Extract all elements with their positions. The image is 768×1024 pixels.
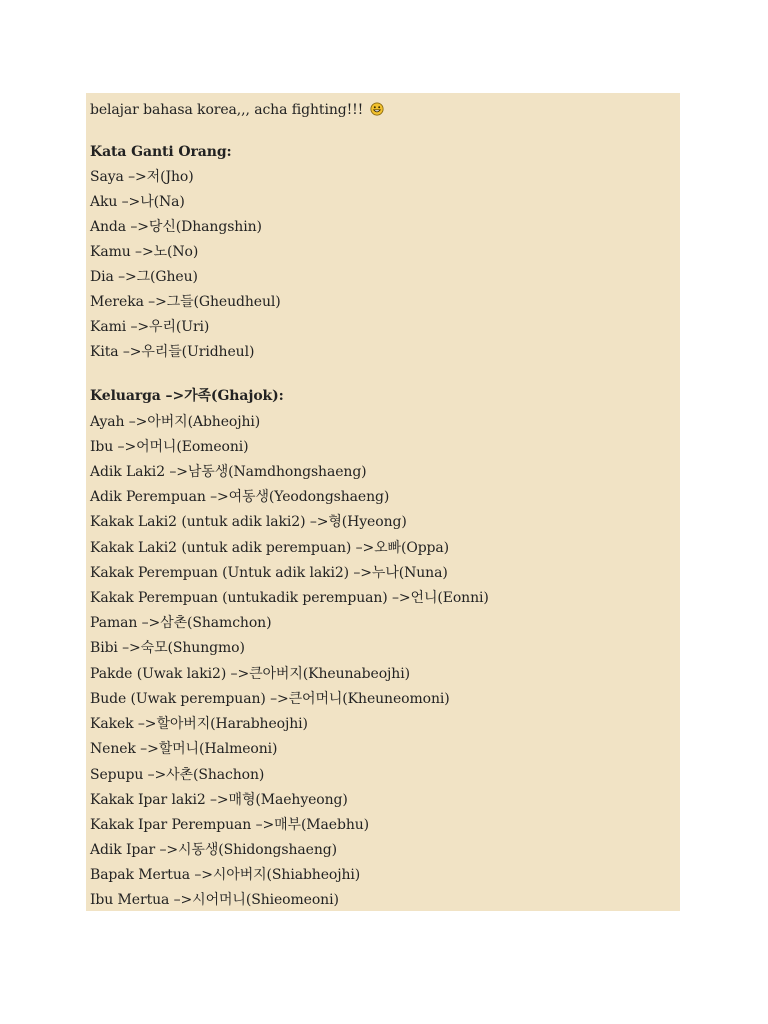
- family-item: Nenek –>할머니(Halmeoni): [90, 741, 278, 757]
- pronoun-item: Dia –>그(Gheu): [90, 269, 198, 285]
- family-item: Kakak Ipar laki2 –>매형(Maehyeong): [90, 792, 348, 808]
- intro-line: [90, 101, 384, 119]
- intro-text: belajar bahasa korea,,, acha fighting!!!: [90, 102, 364, 118]
- family-item: Ibu –>어머니(Eomeoni): [90, 439, 249, 455]
- pronoun-item: Kami –>우리(Uri): [90, 319, 210, 335]
- pronoun-item: Anda –>당신(Dhangshin): [90, 219, 262, 235]
- family-item: Kakak Laki2 (untuk adik laki2) –>형(Hyeong): [90, 514, 407, 530]
- family-item: Kakek –>할아버지(Harabheojhi): [90, 716, 308, 732]
- family-item: Bude (Uwak perempuan) –>큰어머니(Kheuneomoni): [90, 691, 450, 707]
- family-heading: Keluarga –>가족(Ghajok):: [90, 388, 284, 404]
- family-item: Adik Laki2 –>남동생(Namdhongshaeng): [90, 464, 367, 480]
- pronoun-item: Kita –>우리들(Uridheul): [90, 344, 255, 360]
- family-item: Kakak Laki2 (untuk adik perempuan) –>오빠(Oppa): [90, 540, 450, 556]
- family-item: Ibu Mertua –>시어머니(Shieomeoni): [90, 892, 339, 908]
- pronoun-item: Kamu –>노(No): [90, 244, 199, 260]
- family-item: Sepupu –>사촌(Shachon): [90, 767, 265, 783]
- family-item: Bibi –>숙모(Shungmo): [90, 640, 245, 656]
- family-item: Kakak Ipar Perempuan –>매부(Maebhu): [90, 817, 370, 833]
- smiley-icon: [370, 102, 384, 116]
- pronoun-item: Saya –>저(Jho): [90, 169, 194, 185]
- document-panel: [86, 93, 680, 911]
- family-item: Kakak Perempuan (untukadik perempuan) –>언니(Eonni): [90, 590, 489, 606]
- family-item: Paman –>삼촌(Shamchon): [90, 615, 272, 631]
- pronouns-heading: Kata Ganti Orang:: [90, 144, 232, 160]
- pronoun-item: Aku –>나(Na): [90, 194, 185, 210]
- family-item: Kakak Perempuan (Untuk adik laki2) –>누나(Nuna): [90, 565, 448, 581]
- family-item: Bapak Mertua –>시아버지(Shiabheojhi): [90, 867, 361, 883]
- family-item: Adik Ipar –>시동생(Shidongshaeng): [90, 842, 337, 858]
- family-item: Pakde (Uwak laki2) –>큰아버지(Kheunabeojhi): [90, 666, 410, 682]
- pronoun-item: Mereka –>그들(Gheudheul): [90, 294, 281, 310]
- family-item: Adik Perempuan –>여동생(Yeodongshaeng): [90, 489, 390, 505]
- family-item: Ayah –>아버지(Abheojhi): [90, 414, 261, 430]
